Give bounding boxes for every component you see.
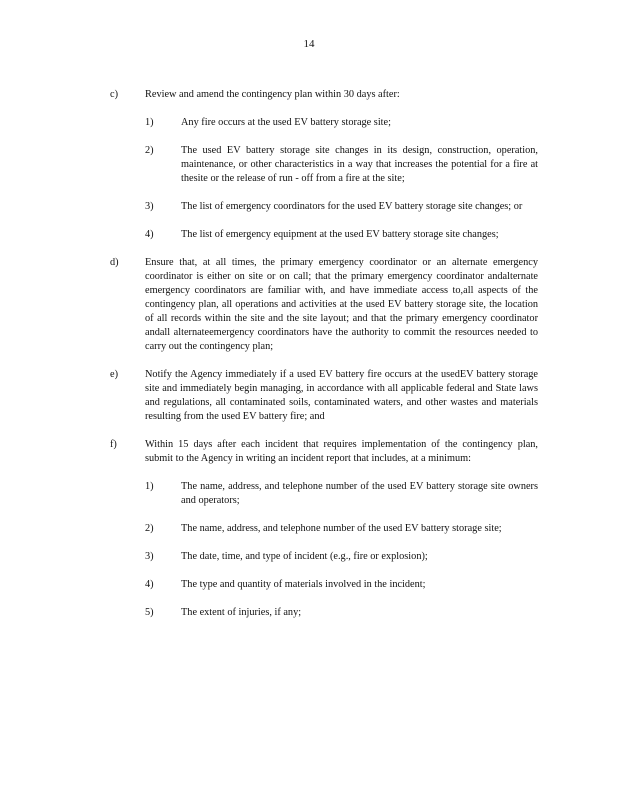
subitem-text: The list of emergency coordinators for the used EV battery storage site changes; or xyxy=(181,201,523,212)
subitem-f4 xyxy=(0,578,618,592)
subitem-c3 xyxy=(0,200,618,214)
subitem-text: The list of emergency equipment at the used EV battery storage site changes; xyxy=(181,229,499,240)
subitem-label: 1) xyxy=(145,117,154,128)
page-number: 14 xyxy=(303,38,315,50)
item-label: c) xyxy=(110,89,118,100)
subitem-text: The extent of injuries, if any; xyxy=(181,607,302,618)
subitem-text: The name, address, and telephone number of the used EV battery storage site owners and operators; xyxy=(181,481,538,506)
subitem-f5 xyxy=(0,606,618,620)
item-text: Notify the Agency immediately if a used EV battery fire occurs at the usedEV battery storage site and immediately begin managing, in accordance with all applicable federal and State laws and regulations, all contaminated soils, contaminated waters, and other wastes and materials resulting from the used EV battery fire; and xyxy=(145,369,538,422)
item-c xyxy=(0,88,618,102)
subitem-label: 5) xyxy=(145,607,154,618)
subitem-f2 xyxy=(0,522,618,536)
subitem-c2 xyxy=(0,144,618,186)
item-text: Review and amend the contingency plan within 30 days after: xyxy=(145,89,400,100)
document-body xyxy=(0,88,618,620)
item-label: f) xyxy=(110,439,117,450)
subitem-text: The type and quantity of materials involved in the incident; xyxy=(181,579,426,590)
subitem-f3 xyxy=(0,550,618,564)
subitem-text: The name, address, and telephone number of the used EV battery storage site; xyxy=(181,523,502,534)
item-label: e) xyxy=(110,369,118,380)
subitem-f1 xyxy=(0,480,618,508)
item-text: Ensure that, at all times, the primary emergency coordinator or an alternate emergency coordinator is either on site or on call; that the primary emergency coordinator andalternate emergency coordinators are familiar with, and have immediate access to,all aspects of the contingency plan, all operations and activities at the used EV battery storage site, the location of all records within the site and the site layout; and that the primary emergency coordinator andall alternateemergency coordinators have the authority to commit the resources needed to carry out the contingency plan; xyxy=(145,257,538,352)
item-text: Within 15 days after each incident that requires implementation of the contingency plan, submit to the Agency in writing an incident report that includes, at a minimum: xyxy=(145,439,538,464)
item-f xyxy=(0,438,618,466)
subitem-text: The used EV battery storage site changes in its design, construction, operation, maintenance, or other characteristics in a way that increases the potential for a fire at thesite or the release of run - off from a fire at the site; xyxy=(181,145,538,184)
subitem-label: 3) xyxy=(145,201,154,212)
subitem-c4 xyxy=(0,228,618,242)
subitem-label: 2) xyxy=(145,523,154,534)
item-label: d) xyxy=(110,257,119,268)
subitem-c1 xyxy=(0,116,618,130)
item-e xyxy=(0,368,618,424)
subitem-label: 4) xyxy=(145,579,154,590)
subitem-label: 2) xyxy=(145,145,154,156)
subitem-text: Any fire occurs at the used EV battery storage site; xyxy=(181,117,391,128)
subitem-label: 4) xyxy=(145,229,154,240)
subitem-label: 3) xyxy=(145,551,154,562)
item-d xyxy=(0,256,618,354)
subitem-text: The date, time, and type of incident (e.g., fire or explosion); xyxy=(181,551,428,562)
subitem-label: 1) xyxy=(145,481,154,492)
